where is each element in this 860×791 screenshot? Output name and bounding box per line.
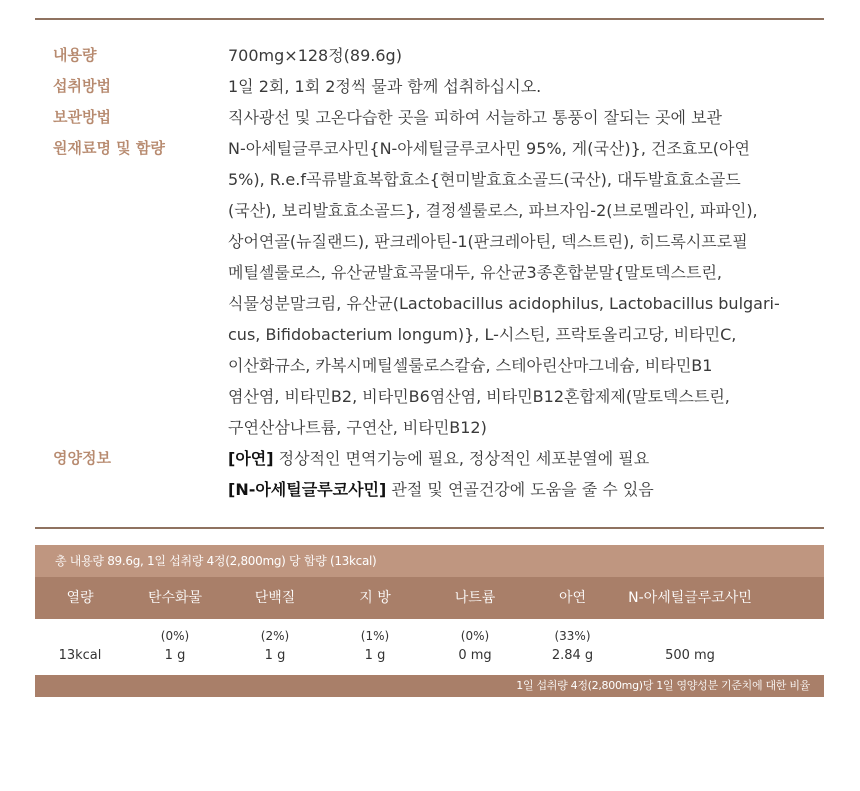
storage-row: [53, 102, 833, 133]
top-divider: [35, 18, 824, 20]
value-cell: 13kcal: [58, 648, 102, 663]
storage-value: 직사광선 및 고온다습한 곳을 피하여 서늘하고 통풍이 잘되는 곳에 보관: [228, 108, 722, 127]
value-cell: 0 mg: [458, 648, 492, 663]
zinc-claim: [228, 443, 833, 474]
percent-cell: (33%): [554, 629, 591, 643]
column-header: 탄수화물: [147, 590, 203, 606]
column-header: 열량: [66, 590, 94, 606]
value-cell: 500 mg: [665, 648, 715, 663]
ingredients-line: 5%), R.e.f곡류발효복합효소{현미발효효소골드(국산), 대두발효효소골드: [228, 170, 741, 189]
nutrition-info-value: [228, 443, 833, 505]
column-header: 나트륨: [454, 590, 496, 606]
content-row: [53, 40, 833, 71]
ingredients-line: N-아세틸글루코사민{N-아세틸글루코사민 95%, 게(국산)}, 건조효모(아연: [228, 139, 750, 158]
percent-cell: (2%): [260, 629, 290, 643]
glucosamine-text: 관절 및 연골건강에 도움을 줄 수 있음: [386, 480, 654, 499]
ingredients-line: cus, Bifidobacterium longum)}, L-시스틴, 프락토올리고당, 비타민C,: [228, 325, 737, 344]
content-value: 700mg×128정(89.6g): [228, 46, 402, 65]
ingredients-line: 염산염, 비타민B2, 비타민B6염산염, 비타민B12혼합제제(말토덱스트린,: [228, 387, 730, 406]
column-header: N-아세틸글루코사민: [628, 590, 752, 606]
intake-label: 섭취방법: [53, 77, 111, 95]
nutrition-table-footer: 1일 섭취량 4정(2,800mg)당 1일 영양성분 기준치에 대한 비율: [35, 675, 824, 697]
nutrition-info-label: 영양정보: [53, 449, 111, 467]
nutrition-percent-row: [35, 627, 824, 645]
intake-row: [53, 71, 833, 102]
intake-value: 1일 2회, 1회 2정씩 물과 함께 섭취하십시오.: [228, 77, 542, 96]
ingredients-line: 이산화규소, 카복시메틸셀룰로스칼슘, 스테아린산마그네슘, 비타민B1: [228, 356, 713, 375]
mid-divider: [35, 527, 824, 529]
column-header: 단백질: [254, 590, 296, 606]
zinc-text: 정상적인 면역기능에 필요, 정상적인 세포분열에 필요: [273, 449, 650, 468]
percent-cell: (0%): [460, 629, 490, 643]
percent-cell: [35, 627, 125, 645]
glucosamine-tag: [N-아세틸글루코사민]: [228, 480, 387, 499]
nutrition-value-row: [35, 645, 824, 667]
value-cell: 1 g: [264, 648, 286, 663]
ingredients-line: 상어연골(뉴질랜드), 판크레아틴-1(판크레아틴, 덱스트린), 히드록시프로필: [228, 232, 748, 251]
ingredients-line: 식물성분말크림, 유산균(Lactobacillus acidophilus, Lactobacillus bulgari-: [228, 294, 780, 313]
column-header: 아연: [558, 590, 587, 606]
value-cell: 1 g: [364, 648, 386, 663]
value-cell: 2.84 g: [551, 648, 594, 663]
nutrition-table: [35, 545, 824, 697]
ingredients-label: 원재료명 및 함량: [53, 139, 165, 157]
ingredients-line: 메틸셀룰로스, 유산균발효곡물대두, 유산균3종혼합분말{말토덱스트린,: [228, 263, 723, 282]
percent-cell: (1%): [360, 629, 390, 643]
storage-label: 보관방법: [53, 108, 111, 126]
nutrition-info-row: [53, 443, 833, 505]
ingredients-row: [53, 133, 833, 443]
zinc-tag: [아연]: [228, 449, 274, 468]
percent-cell: [620, 627, 760, 645]
nutrition-table-header: 총 내용량 89.6g, 1일 섭취량 4정(2,800mg) 당 함량 (13kcal): [35, 545, 824, 577]
value-cell: 1 g: [164, 648, 186, 663]
content-label: 내용량: [53, 46, 97, 64]
column-header: 지 방: [359, 590, 391, 606]
nutrition-column-headers: [35, 577, 824, 619]
ingredients-line: 구연산삼나트륨, 구연산, 비타민B12): [228, 418, 487, 437]
ingredients-value: [228, 133, 833, 443]
percent-cell: (0%): [160, 629, 190, 643]
ingredients-line: (국산), 보리발효효소골드}, 결정셀룰로스, 파브자임-2(브로멜라인, 파파인),: [228, 201, 758, 220]
product-info: [53, 40, 833, 505]
glucosamine-claim: [228, 474, 833, 505]
